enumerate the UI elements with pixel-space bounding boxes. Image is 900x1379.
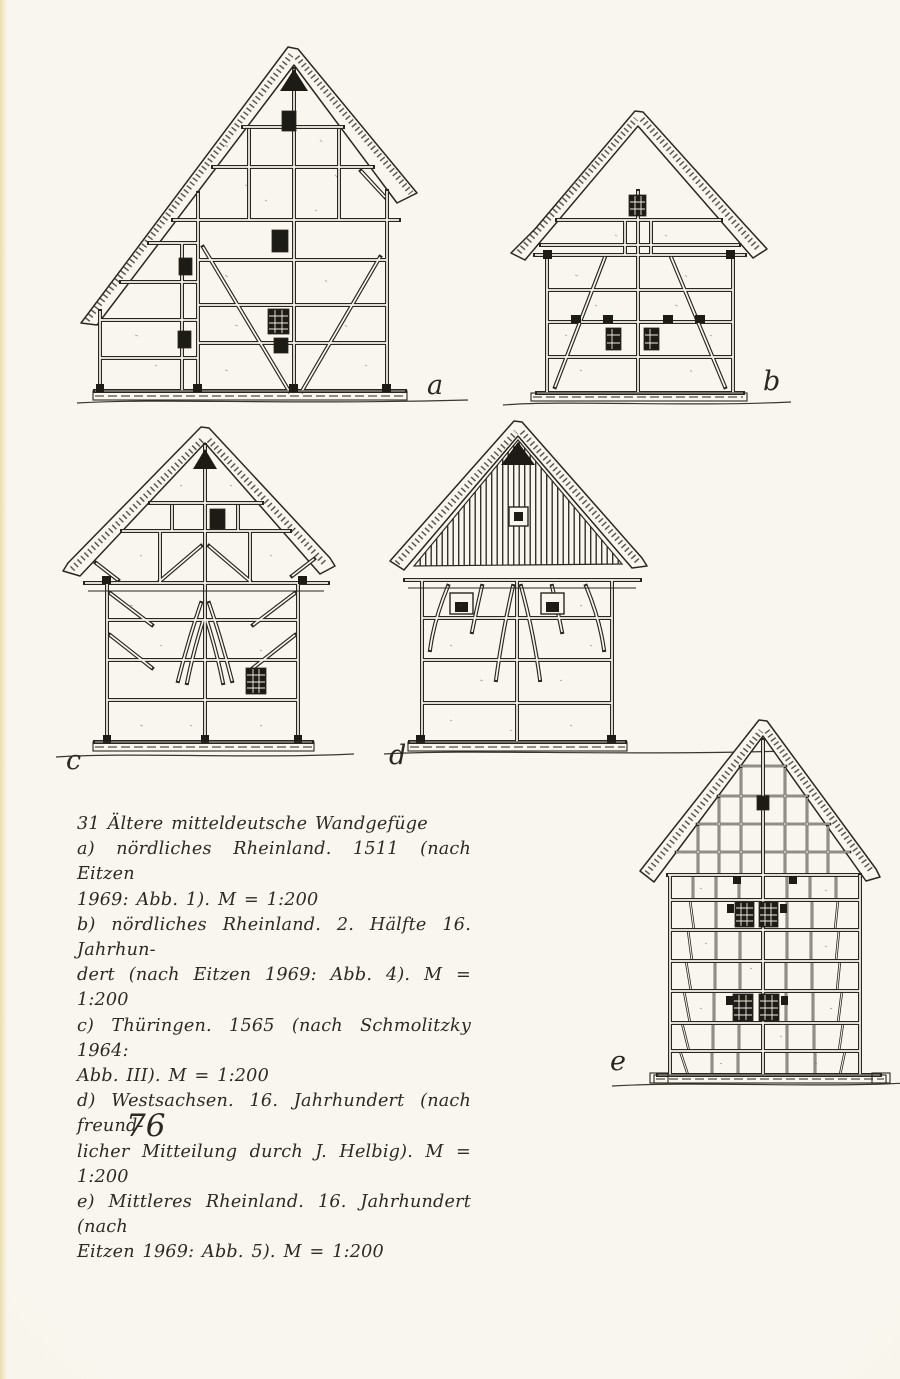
windows — [178, 111, 296, 353]
page-number: 76 — [126, 1108, 166, 1144]
figure-31c-label: c — [66, 745, 82, 776]
foundation — [612, 1073, 900, 1086]
timber-frame — [405, 580, 640, 742]
figure-31d-drawing — [390, 420, 790, 765]
timber-frame — [535, 191, 745, 393]
figure-31e-drawing — [640, 718, 900, 1090]
foundation — [56, 742, 354, 757]
figure-caption — [77, 812, 471, 1266]
figure-31c-drawing — [60, 425, 352, 775]
caption-line: a) nördliches Rheinland. 1511 (nach Eitzen — [77, 839, 471, 885]
caption-line: e) Mittleres Rheinland. 16. Jahrhundert (nach — [77, 1192, 471, 1238]
plaster-stipple — [450, 605, 592, 731]
caption-line: d) Westsachsen. 16. Jahrhundert (nach freund- — [77, 1091, 471, 1137]
caption-line: licher Mitteilung durch J. Helbig). M = 1:200 — [77, 1141, 471, 1187]
figure-31e-label: e — [610, 1046, 626, 1077]
figure-31a-label: a — [427, 370, 444, 401]
caption-line: 31 Ältere mitteldeutsche Wandgefüge — [77, 814, 428, 834]
caption-line: Abb. III). M = 1:200 — [77, 1066, 269, 1087]
caption-line: Eitzen 1969: Abb. 5). M = 1:200 — [77, 1242, 384, 1263]
caption-line: c) Thüringen. 1565 (nach Schmolitzky 1964: — [77, 1015, 471, 1061]
caption-line: b) nördliches Rheinland. 2. Hälfte 16. Jahrhun- — [77, 914, 471, 961]
figure-31d-label: d — [389, 740, 407, 771]
figure-31a-drawing — [75, 25, 470, 425]
page-left-edge-strip — [0, 0, 7, 1379]
figure-31b-label: b — [763, 366, 781, 397]
caption-line: dert (nach Eitzen 1969: Abb. 4). M = 1:200 — [77, 965, 471, 1011]
figure-31b-drawing — [505, 105, 790, 415]
timber-frame — [85, 445, 328, 742]
foundation — [77, 384, 468, 403]
caption-line: 1969: Abb. 1). M = 1:200 — [77, 889, 319, 910]
